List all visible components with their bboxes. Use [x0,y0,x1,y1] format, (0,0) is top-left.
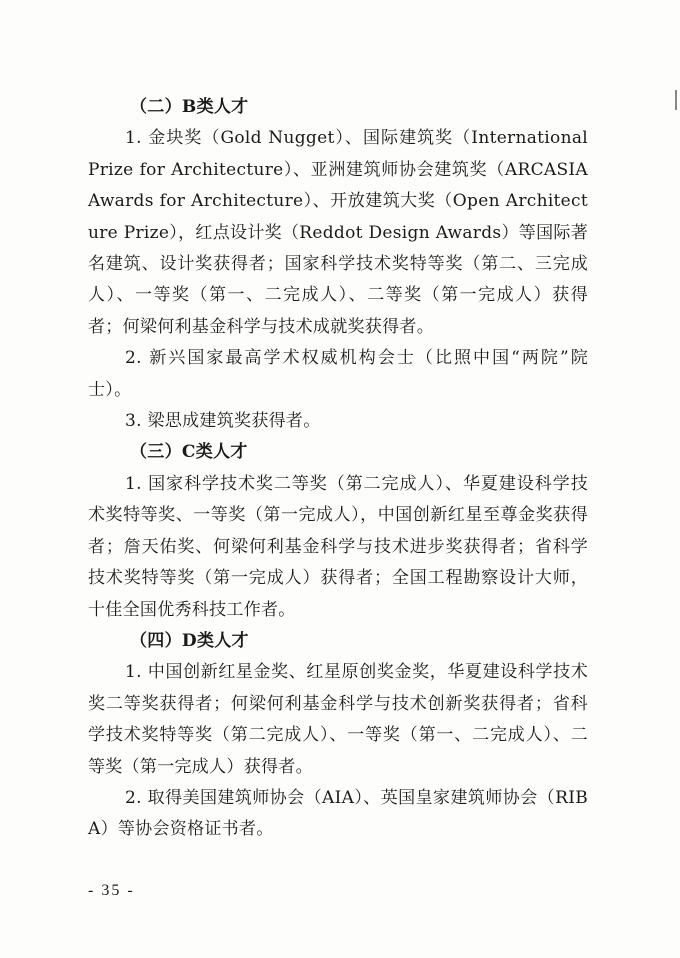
page-number: - 35 - [88,882,135,899]
scan-edge-mark [675,90,677,110]
section-heading-b: （二）B类人才 [130,97,249,117]
paragraph-d-2: 2. 取得美国建筑师协会（AIA）、英国皇家建筑师协会（RIBA）等协会资格证书者。 [88,787,588,840]
paragraph-c-1: 1. 国家科学技术奖二等奖（第二完成人）、华夏建设科学技术奖特等奖、一等奖（第一完成人），中国创新红星至尊金奖获得者；詹天佑奖、何梁何利基金科学与技术进步奖获得者；省科学技术奖特等奖（第一完成人）获得者；全国工程勘察设计大师，十佳全国优秀科技工作者。 [88,473,588,620]
section-heading-d: （四）D类人才 [130,630,249,651]
paragraph-b-2: 2. 新兴国家最高学术权威机构会士（比照中国“两院”院士）。 [88,348,588,400]
paragraph-b-1: 1. 金块奖（Gold Nugget）、国际建筑奖（International Prize for Architecture）、亚洲建筑师协会建筑奖（ARCASIA Awards for Architecture）、开放建筑大奖（Open Architecture Prize），红点设计奖（Reddot Design Awards）等国际著名建筑、设计奖获得者；国家科学技术奖特等奖（第二、三完成人）、一等奖（第一、二完成人）、二等奖（第一完成人）获得者；何梁何利基金科学与技术成就奖获得者。 [88,128,588,337]
section-heading-c: （三）C类人才 [130,442,248,463]
document-body [88,92,588,846]
paragraph-b-3: 3. 梁思成建筑奖获得者。 [125,411,321,432]
paragraph-d-1: 1. 中国创新红星金奖、红星原创奖金奖，华夏建设科学技术奖二等奖获得者；何梁何利基金科学与技术创新奖获得者；省科学技术奖特等奖（第二完成人）、一等奖（第一、二完成人）、二等奖（第一完成人）获得者。 [88,662,588,777]
